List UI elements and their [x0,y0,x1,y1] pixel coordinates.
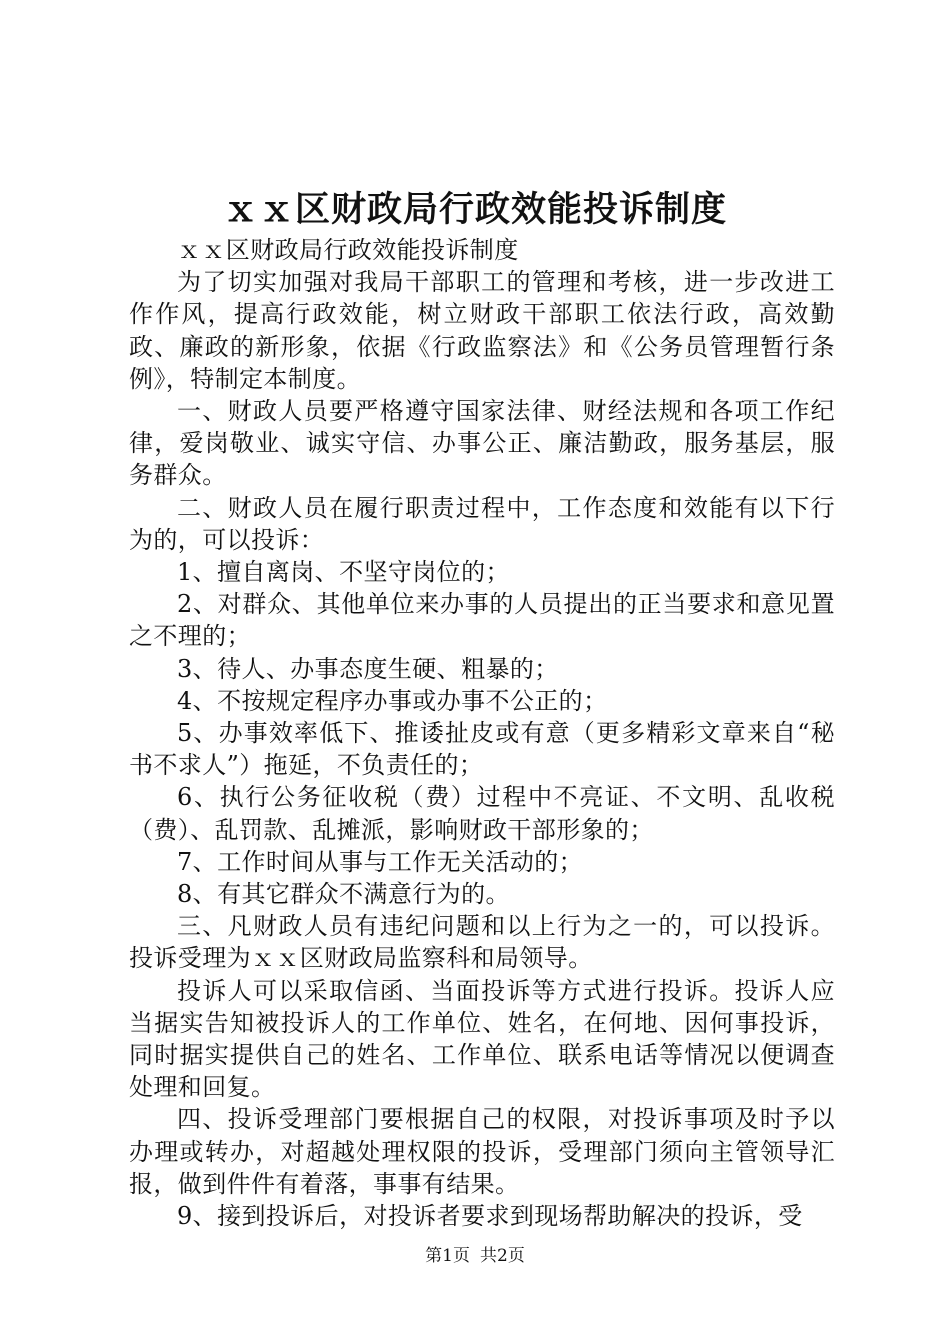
list-item: 3、待人、办事态度生硬、粗暴的； [177,654,559,683]
page-number: 第1页 [425,1246,470,1266]
list-item: 4、不按规定程序办事或办事不公正的； [177,686,608,715]
body-paragraph: ｘｘ区财政局行政效能投诉制度 [177,236,519,264]
list-item: 8、有其它群众不满意行为的。 [177,880,510,909]
body-paragraph: 一、财政人员要严格遵守国家法律、财经法规和各项工作纪律，爱岗敬业、诚实守信、办事公正、廉洁勤政，服务基层，服务群众。 [129,397,835,490]
body-paragraph: 四、投诉受理部门要根据自己的权限，对投诉事项及时予以办理或转办，对超越处理权限的投诉，受理部门须向主管领导汇报，做到件件有着落，事事有结果。 [129,1105,835,1198]
list-item: 1、擅自离岗、不坚守岗位的； [177,558,510,587]
document-body [129,234,835,1232]
page-total: 共2页 [480,1246,525,1266]
list-item: 9、接到投诉后，对投诉者要求到现场帮助解决的投诉，受 [177,1202,803,1231]
list-item: 2、对群众、其他单位来办事的人员提出的正当要求和意见置之不理的； [129,590,835,651]
document-title: ｘｘ区财政局行政效能投诉制度 [222,189,727,230]
list-item: 5、办事效率低下、推诿扯皮或有意（更多精彩文章来自“秘书不求人”）拖延，不负责任的； [129,719,835,780]
list-item: 7、工作时间从事与工作无关活动的； [177,847,584,876]
body-paragraph: 投诉人可以采取信函、当面投诉等方式进行投诉。投诉人应当据实告知被投诉人的工作单位、姓名，在何地、因何事投诉，同时据实提供自己的姓名、工作单位、联系电话等情况以便调查处理和回复。 [129,976,835,1102]
list-item: 6、执行公务征收税（费）过程中不亮证、不文明、乱收税（费）、乱罚款、乱摊派，影响财政干部形象的； [129,783,835,844]
body-paragraph: 二、财政人员在履行职责过程中，工作态度和效能有以下行为的，可以投诉： [129,493,835,554]
page-footer [0,1244,950,1268]
body-paragraph: 三、凡财政人员有违纪问题和以上行为之一的，可以投诉。投诉受理为ｘｘ区财政局监察科和局领导。 [129,912,835,973]
body-paragraph: 为了切实加强对我局干部职工的管理和考核，进一步改进工作作风，提高行政效能，树立财政干部职工依法行政，高效勤政、廉政的新形象，依据《行政监察法》和《公务员管理暂行条例》，特制定本制度。 [129,268,835,393]
